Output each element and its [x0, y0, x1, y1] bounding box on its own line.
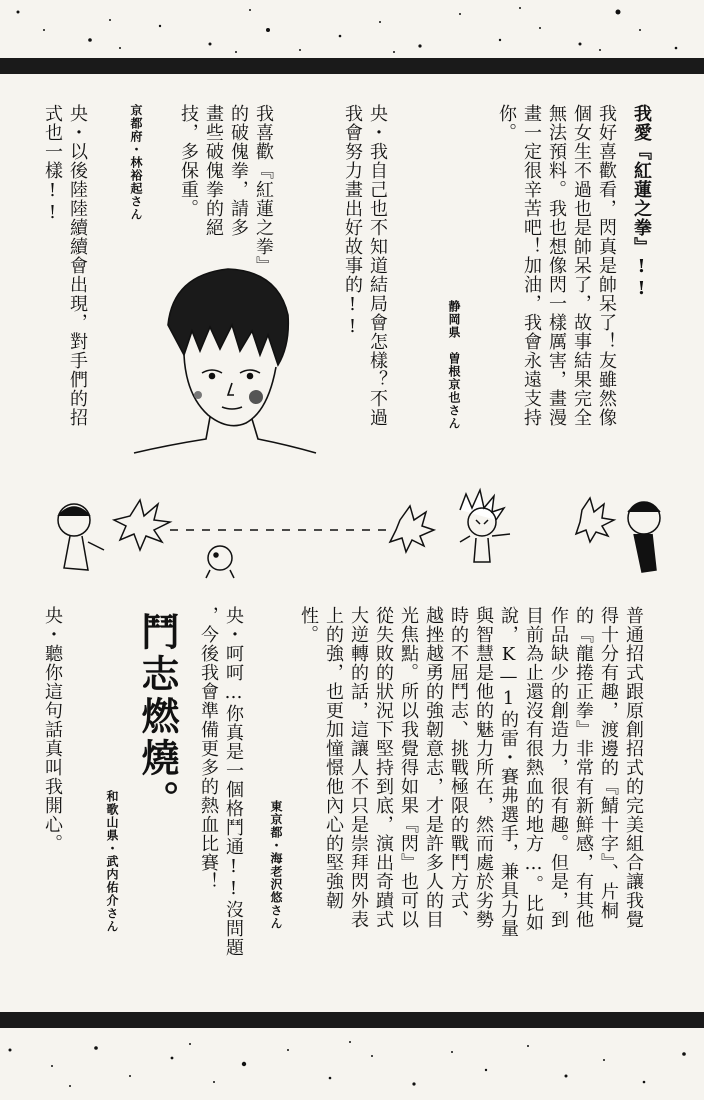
top-border-band	[0, 58, 704, 74]
bottom-speckle-texture	[0, 1036, 704, 1092]
letter-sone-title: 我愛『紅蓮之拳』!!	[631, 104, 652, 300]
letter-hayashi-reply: 央・以後陸陸續續會出現，對手們的招 式也一樣!!	[42, 104, 88, 427]
letter-sone-body: 我好喜歡看，閃真是帥呆了！友雖然像 個女生不過也是帥呆了，故事結果完全 無法預料。我也想像閃一樣厲害，畫漫 畫一定很辛苦吧！加油，我會永遠支持 你。	[496, 104, 617, 427]
top-speckle-texture	[0, 0, 704, 56]
boy-portrait-icon	[128, 255, 318, 455]
letter-takeuchi-reply: 央・聽你這句話真叫我開心。	[42, 606, 63, 853]
letter-takeuchi-signature: 和歌山県・武内佑介さん	[105, 790, 119, 933]
letter-hayashi-signature: 京都府・林裕起さん	[129, 104, 143, 221]
letter-sone-signature: 静岡県 曽根京也さん	[447, 300, 461, 430]
bottom-border-band	[0, 1012, 704, 1028]
chibi-fight-strip-icon	[30, 480, 690, 590]
letter-hayashi-body: 我喜歡『紅蓮之拳』 的破傀拳，請多 畫些破傀拳的絕 技，多保重。	[178, 104, 274, 275]
letter-takeuchi-slogan: 鬥志燃燒。	[135, 612, 180, 822]
letter-ebina-reply: 央・呵呵…你真是一個格鬥通!!沒問題 ，今後我會準備更多的熱血比賽！	[198, 606, 244, 957]
letter-sone-reply: 央・我自己也不知道結局會怎樣？不過 我會努力畫出好故事的!!	[342, 104, 388, 427]
letter-ebina-body: 普通招式跟原創招式的完美組合讓我覺 得十分有趣，渡邊的『鯖十字』、片桐 的『龍捲正拳』非常有新鮮感，有其他 作品缺少的創造力，很有趣。但是，到 目前為止還沒有很熱血的地方…。比如 說，K—1的雷・賽弗選手，兼具力量 與智慧是他的魅力所在，然而處於劣勢 時的不屈鬥志、挑戰極限的戰鬥方式、 越挫越勇的強韌意志，才是許多人的目 光焦點。所以我覺得如果『閃』也可以 從失敗的狀況下堅持到底，演出奇蹟式 大逆轉的話，這讓人不只是崇拜閃外表 上的強，也更加憧憬他內心的堅強韌 性。	[298, 606, 644, 938]
letter-ebina-signature: 東京都・海老沢悠さん	[269, 800, 283, 930]
